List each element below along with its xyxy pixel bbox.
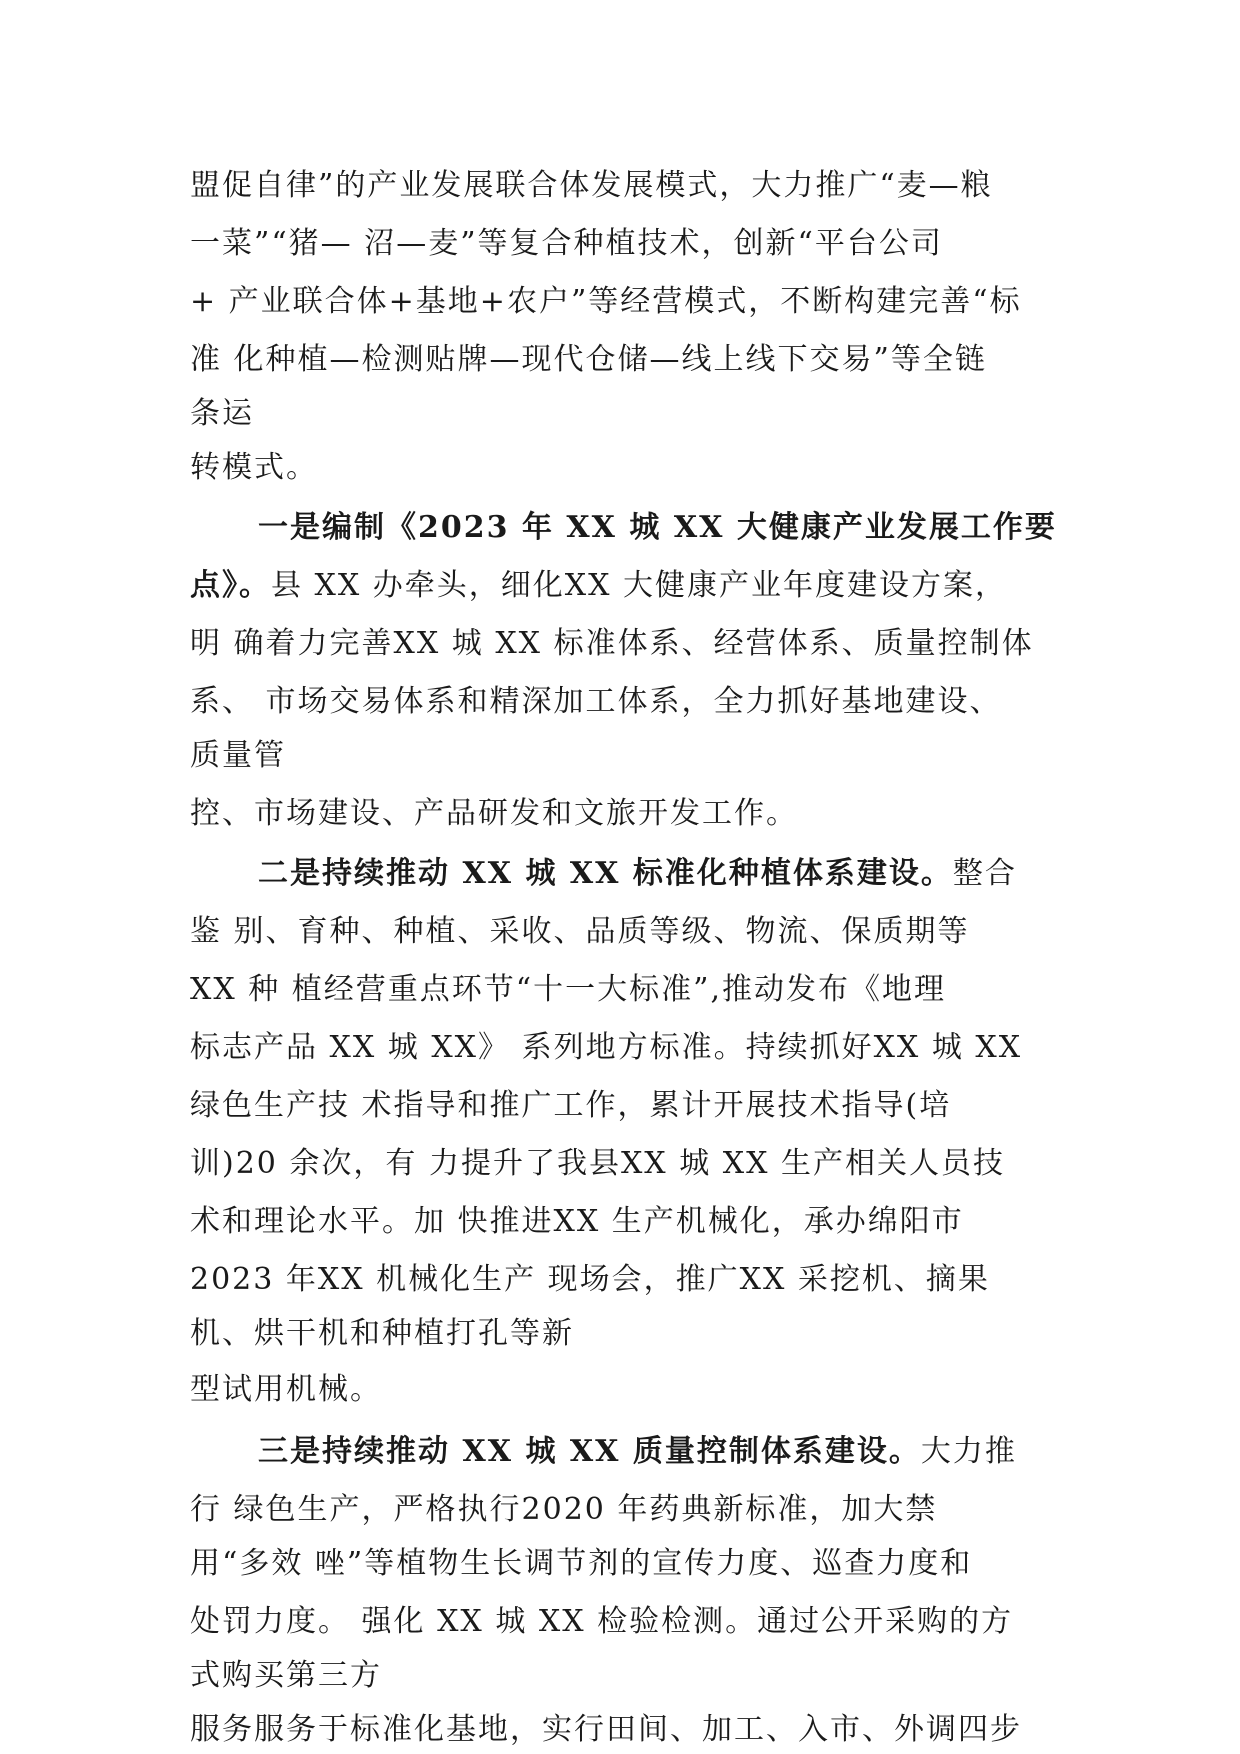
- paragraph-line: 标志产品 XX 城 XX》 系列地方标准。持续抓好XX 城 XX: [190, 1030, 1023, 1065]
- section-heading-end: 点》。: [190, 568, 271, 603]
- paragraph-line: 条运: [190, 396, 254, 431]
- paragraph-line: 行 绿色生产，严格执行2020 年药典新标准，加大禁: [190, 1492, 938, 1527]
- paragraph-line: 术和理论水平。加 快推进XX 生产机械化，承办绵阳市: [190, 1204, 964, 1239]
- paragraph-line: 处罚力度。 强化 XX 城 XX 检验检测。通过公开采购的方: [190, 1604, 1014, 1639]
- section-heading: 三是持续推动 XX 城 XX 质量控制体系建设。: [258, 1434, 921, 1469]
- paragraph-text: 县 XX 办牵头，细化XX 大健康产业年度建设方案，: [271, 568, 1008, 603]
- paragraph-line: 训)20 余次，有 力提升了我县XX 城 XX 生产相关人员技: [190, 1146, 1005, 1181]
- paragraph-line: [190, 566, 1007, 606]
- section-heading-line: [258, 854, 1017, 894]
- section-heading: 二是持续推动 XX 城 XX 标准化种植体系建设。: [258, 856, 953, 891]
- paragraph-text: 大力推: [920, 1434, 1017, 1469]
- paragraph-line: 控、市场建设、产品研发和文旅开发工作。: [190, 796, 798, 831]
- paragraph-line: 转模式。: [190, 450, 318, 485]
- paragraph-line: 盟促自律”的产业发展联合体发展模式，大力推广“麦—粮: [190, 168, 993, 203]
- paragraph-line: 用“多效 唑”等植物生长调节剂的宣传力度、巡查力度和: [190, 1546, 973, 1581]
- paragraph-line: 机、烘干机和种植打孔等新: [190, 1316, 574, 1351]
- paragraph-line: XX 种 植经营重点环节“十一大标准”,推动发布《地理: [190, 972, 946, 1007]
- paragraph-line: 鉴 别、育种、种植、采收、品质等级、物流、保质期等: [190, 914, 970, 949]
- paragraph-line: + 产业联合体+基地+农户”等经营模式，不断构建完善“标: [190, 284, 1022, 319]
- paragraph-line: 型试用机械。: [190, 1372, 382, 1407]
- paragraph-line: 绿色生产技 术指导和推广工作，累计开展技术指导(培: [190, 1088, 952, 1123]
- paragraph-line: 明 确着力完善XX 城 XX 标准体系、经营体系、质量控制体: [190, 626, 1034, 661]
- paragraph-text: 整合: [952, 856, 1017, 891]
- paragraph-line: 服务服务于标准化基地，实行田间、加工、入市、外调四步: [190, 1712, 1022, 1747]
- paragraph-line: 准 化种植—检测贴牌—现代仓储—线上线下交易”等全链: [190, 342, 987, 377]
- section-heading: 一是编制《2023 年 XX 城 XX 大健康产业发展工作要: [258, 510, 1057, 545]
- paragraph-line: 2023 年XX 机械化生产 现场会，推广XX 采挖机、摘果: [190, 1262, 990, 1297]
- paragraph-line: 系、 市场交易体系和精深加工体系，全力抓好基地建设、: [190, 684, 1002, 719]
- paragraph-line: 质量管: [190, 738, 286, 773]
- paragraph-line: 一菜”“猪— 沼—麦”等复合种植技术，创新“平台公司: [190, 226, 943, 261]
- section-heading-line: [258, 1432, 1017, 1472]
- paragraph-line: 式购买第三方: [190, 1658, 382, 1693]
